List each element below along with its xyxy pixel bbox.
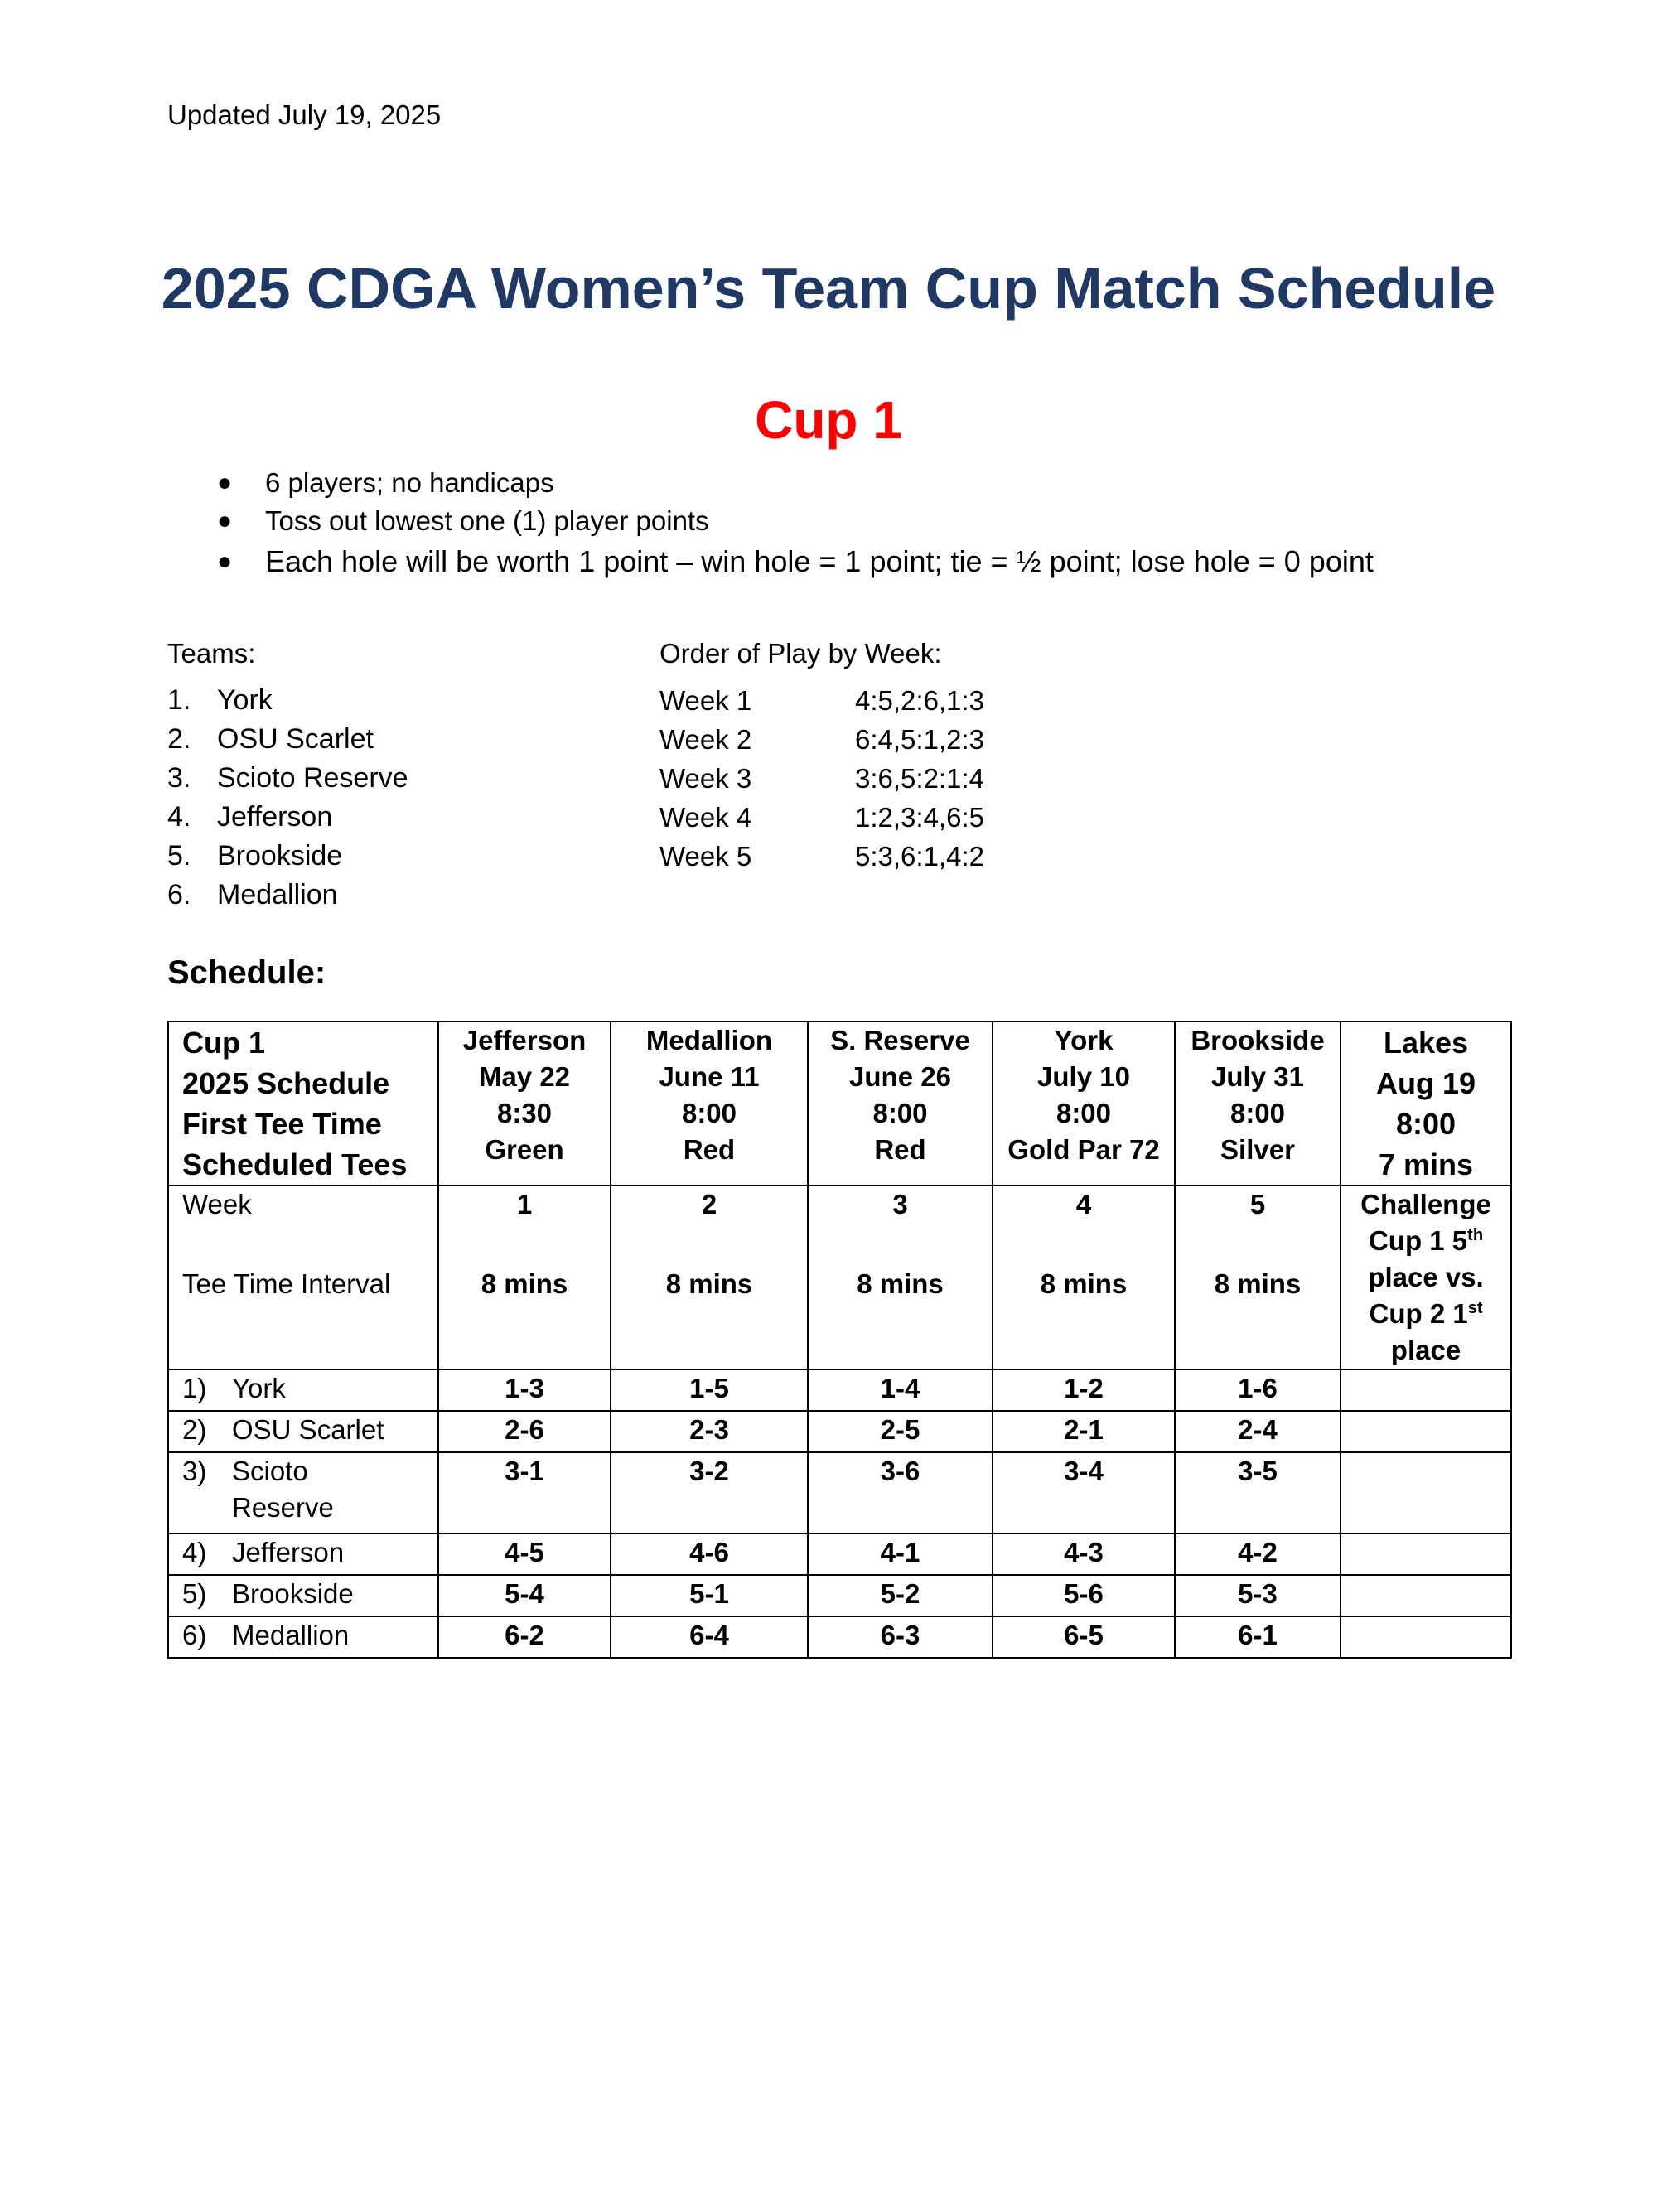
header-cell-lakes	[1341, 1021, 1511, 1186]
match-cell: 2-5	[808, 1411, 993, 1452]
empty-cell	[1341, 1411, 1511, 1452]
challenge-line	[1341, 1223, 1510, 1259]
week-cell	[993, 1186, 1175, 1369]
match-cell: 1-2	[993, 1369, 1175, 1411]
team-cell	[168, 1411, 438, 1452]
ordinal-suffix: st	[1467, 1299, 1483, 1317]
row-team: York	[232, 1373, 286, 1403]
order-pairs: 6:4,5:1,2:3	[855, 724, 984, 755]
header-cell-course	[993, 1021, 1175, 1186]
order-row	[659, 681, 984, 720]
team-item	[167, 681, 408, 720]
team-name: York	[217, 684, 273, 716]
match-cell: 2-3	[611, 1411, 808, 1452]
challenge-text: Cup 1 5	[1368, 1225, 1468, 1256]
updated-date: Updated July 19, 2025	[167, 99, 442, 130]
order-heading: Order of Play by Week:	[659, 638, 942, 669]
week-interval: 8 mins	[665, 1268, 753, 1299]
course-time: 8:00	[1056, 1098, 1112, 1128]
bullet-icon: ●	[217, 507, 233, 534]
empty-cell	[1341, 1616, 1511, 1658]
course-tees: Gold Par 72	[1007, 1134, 1160, 1165]
rule-text: Toss out lowest one (1) player points	[265, 505, 709, 536]
course-tees: Red	[683, 1134, 736, 1165]
course-name: York	[1054, 1025, 1114, 1055]
table-row	[168, 1533, 1511, 1575]
row-number: 2)	[182, 1414, 207, 1445]
rules-list	[217, 464, 1374, 583]
match-cell: 1-5	[611, 1369, 808, 1411]
row-team: OSU Scarlet	[232, 1414, 384, 1445]
team-name: Jefferson	[217, 801, 333, 833]
week-number: 3	[892, 1189, 908, 1219]
week-cell	[438, 1186, 611, 1369]
match-cell: 4-1	[808, 1533, 993, 1575]
week-cell	[611, 1186, 808, 1369]
order-list	[659, 681, 984, 876]
table-row	[168, 1452, 1511, 1533]
team-item	[167, 798, 408, 837]
week-cell	[1175, 1186, 1341, 1369]
match-cell: 4-5	[438, 1533, 611, 1575]
match-cell: 6-3	[808, 1616, 993, 1658]
course-tees: Green	[485, 1134, 564, 1165]
match-cell: 3-6	[808, 1452, 993, 1533]
ordinal-suffix: th	[1467, 1226, 1484, 1244]
row-team: Brookside	[232, 1578, 354, 1609]
match-cell: 2-4	[1175, 1411, 1341, 1452]
team-item	[167, 759, 408, 798]
header-cell-cup	[168, 1021, 438, 1186]
week-interval: 8 mins	[481, 1268, 568, 1299]
course-date: July 10	[1037, 1061, 1130, 1092]
order-week: Week 3	[659, 763, 752, 794]
course-tees: Red	[874, 1134, 926, 1165]
team-number: 3.	[167, 762, 191, 794]
team-item	[167, 876, 408, 915]
team-cell	[168, 1369, 438, 1411]
course-name: S. Reserve	[830, 1025, 970, 1055]
challenge-line	[1341, 1296, 1510, 1332]
order-pairs: 3:6,5:2:1:4	[855, 763, 984, 794]
header-cell-course	[611, 1021, 808, 1186]
row-number: 6)	[182, 1620, 207, 1650]
order-row	[659, 720, 984, 759]
schedule-table	[167, 1021, 1512, 1659]
match-cell: 3-4	[993, 1452, 1175, 1533]
course-date: June 26	[849, 1061, 951, 1092]
table-row	[168, 1369, 1511, 1411]
match-cell: 6-1	[1175, 1616, 1341, 1658]
course-date: Aug 19	[1375, 1066, 1476, 1100]
week-interval: 8 mins	[857, 1268, 944, 1299]
team-name: Medallion	[217, 879, 338, 910]
course-date: May 22	[478, 1061, 571, 1092]
course-name: Brookside	[1191, 1025, 1325, 1055]
row-team: Reserve	[232, 1492, 334, 1523]
cup-title: Cup 1	[755, 390, 902, 450]
order-week: Week 5	[659, 841, 752, 872]
page-title: 2025 CDGA Women’s Team Cup Match Schedule	[161, 256, 1496, 321]
schedule-heading: Schedule:	[167, 954, 326, 991]
teams-list	[167, 681, 408, 915]
team-item	[167, 837, 408, 876]
rule-text: 6 players; no handicaps	[265, 467, 554, 498]
course-name: Medallion	[645, 1025, 773, 1055]
header-cell-course	[808, 1021, 993, 1186]
team-name: OSU Scarlet	[217, 723, 374, 755]
week-label: Week	[182, 1189, 252, 1219]
match-cell: 6-4	[611, 1616, 808, 1658]
team-number: 4.	[167, 801, 191, 833]
week-label-cell	[168, 1186, 438, 1369]
header-cell-course	[1175, 1021, 1341, 1186]
challenge-cell	[1341, 1186, 1511, 1369]
week-interval: 8 mins	[1040, 1268, 1128, 1299]
match-cell: 5-6	[993, 1575, 1175, 1616]
match-cell: 1-3	[438, 1369, 611, 1411]
match-cell: 4-3	[993, 1533, 1175, 1575]
match-cell: 3-5	[1175, 1452, 1341, 1533]
match-cell: 3-2	[611, 1452, 808, 1533]
team-name: Brookside	[217, 840, 343, 872]
order-week: Week 2	[659, 724, 752, 755]
course-time: 8:00	[1395, 1107, 1457, 1141]
course-time: 8:00	[1229, 1098, 1286, 1128]
row-team: Scioto	[232, 1456, 308, 1486]
team-number: 2.	[167, 723, 191, 755]
week-number: 2	[701, 1189, 717, 1219]
match-cell: 4-6	[611, 1533, 808, 1575]
week-number: 1	[516, 1189, 533, 1219]
interval-label: Tee Time Interval	[182, 1268, 391, 1299]
bullet-icon: ●	[217, 548, 233, 575]
table-row	[168, 1616, 1511, 1658]
table-header-row	[168, 1021, 1511, 1186]
challenge-text: Cup 2 1	[1369, 1298, 1468, 1329]
rule-text: Each hole will be worth 1 point – win hole = 1 point; tie = ½ point; lose hole = 0 point	[265, 544, 1374, 578]
week-number: 4	[1075, 1189, 1092, 1219]
challenge-line: Challenge	[1360, 1189, 1491, 1219]
team-cell	[168, 1616, 438, 1658]
team-cell	[168, 1575, 438, 1616]
bullet-icon: ●	[217, 469, 233, 496]
match-cell: 5-1	[611, 1575, 808, 1616]
challenge-line: place vs.	[1368, 1262, 1484, 1292]
table-row	[168, 1575, 1511, 1616]
order-pairs: 1:2,3:4,6:5	[855, 802, 984, 833]
course-name: Jefferson	[462, 1025, 587, 1055]
row-number: 5)	[182, 1578, 207, 1609]
match-cell: 5-2	[808, 1575, 993, 1616]
match-cell: 1-4	[808, 1369, 993, 1411]
team-number: 5.	[167, 840, 191, 872]
week-number: 5	[1249, 1189, 1266, 1219]
order-week: Week 1	[659, 685, 752, 716]
team-cell	[168, 1533, 438, 1575]
order-row	[659, 798, 984, 837]
match-cell: 6-5	[993, 1616, 1175, 1658]
header-line: Scheduled Tees	[182, 1147, 408, 1181]
match-cell: 3-1	[438, 1452, 611, 1533]
rule-item	[217, 464, 1374, 502]
order-pairs: 4:5,2:6,1:3	[855, 685, 984, 716]
course-name: Lakes	[1383, 1026, 1469, 1060]
header-line: First Tee Time	[182, 1107, 382, 1141]
order-week: Week 4	[659, 802, 752, 833]
match-cell: 2-6	[438, 1411, 611, 1452]
row-team: Jefferson	[232, 1537, 345, 1567]
empty-cell	[1341, 1575, 1511, 1616]
team-item	[167, 720, 408, 759]
match-cell: 2-1	[993, 1411, 1175, 1452]
empty-cell	[1341, 1533, 1511, 1575]
match-cell: 1-6	[1175, 1369, 1341, 1411]
team-number: 6.	[167, 879, 191, 910]
empty-cell	[1341, 1369, 1511, 1411]
course-tees: Silver	[1220, 1134, 1295, 1165]
course-time: 8:30	[496, 1098, 553, 1128]
header-line: Cup 1	[182, 1026, 266, 1060]
rule-item	[217, 540, 1374, 583]
rule-item	[217, 502, 1374, 540]
row-number: 3)	[182, 1456, 207, 1486]
match-cell: 5-3	[1175, 1575, 1341, 1616]
row-number: 1)	[182, 1373, 207, 1403]
match-cell: 6-2	[438, 1616, 611, 1658]
course-time: 8:00	[872, 1098, 928, 1128]
week-cell	[808, 1186, 993, 1369]
course-date: July 31	[1211, 1061, 1304, 1092]
course-date: June 11	[659, 1061, 760, 1092]
row-number: 4)	[182, 1537, 207, 1567]
header-line: 2025 Schedule	[182, 1066, 390, 1100]
team-cell	[168, 1452, 438, 1533]
empty-cell	[1341, 1452, 1511, 1533]
row-team: Medallion	[232, 1620, 350, 1650]
course-interval: 7 mins	[1378, 1147, 1474, 1181]
team-name: Scioto Reserve	[217, 762, 408, 794]
teams-heading: Teams:	[167, 638, 256, 669]
week-interval: 8 mins	[1214, 1268, 1302, 1299]
course-time: 8:00	[681, 1098, 737, 1128]
challenge-line: place	[1390, 1335, 1461, 1365]
match-cell: 4-2	[1175, 1533, 1341, 1575]
match-cell: 5-4	[438, 1575, 611, 1616]
table-row	[168, 1411, 1511, 1452]
order-row	[659, 759, 984, 798]
header-cell-course	[438, 1021, 611, 1186]
team-number: 1.	[167, 684, 191, 716]
week-row	[168, 1186, 1511, 1369]
order-pairs: 5:3,6:1,4:2	[855, 841, 984, 872]
order-row	[659, 837, 984, 876]
